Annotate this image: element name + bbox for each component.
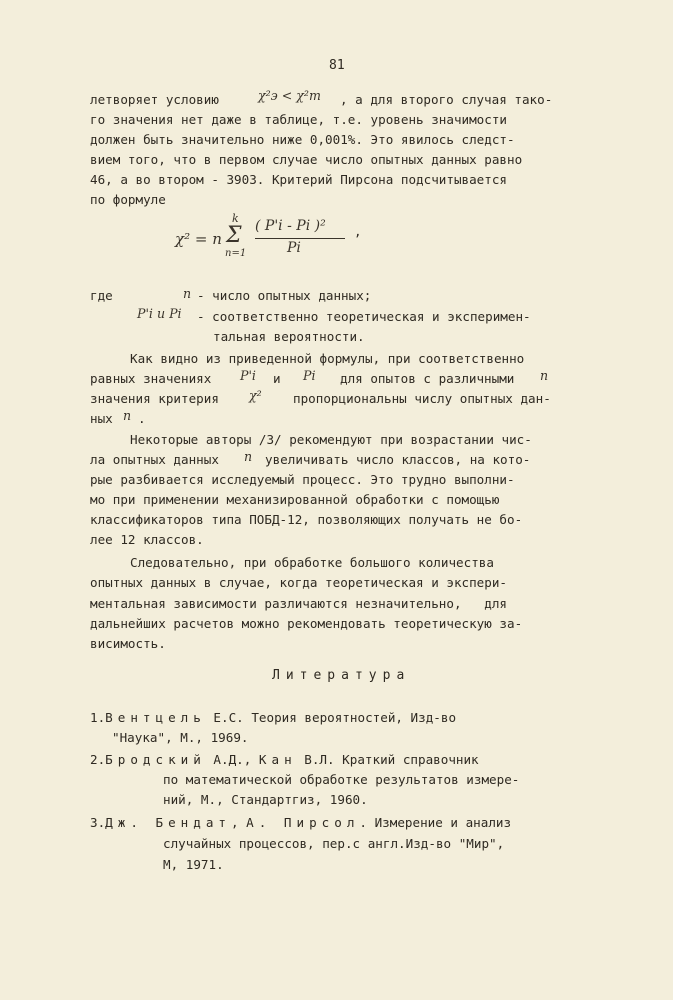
- page-number: 81: [329, 58, 345, 73]
- text-line: ных: [90, 411, 113, 426]
- reference-continuation: М, 1971.: [163, 857, 224, 872]
- text-line: ла опытных данных: [90, 452, 219, 467]
- chi-condition: χ²э < χ²т: [258, 88, 321, 103]
- fraction-numerator: ( P'i - Pi )²: [255, 218, 326, 234]
- sum-upper-limit: k: [232, 212, 239, 225]
- reference-text: . Измерение и анализ: [359, 815, 512, 830]
- text-line: увеличивать число классов, на кото-: [265, 452, 531, 467]
- reference-text: Е.С. Теория вероятностей, Изд-во: [205, 710, 457, 725]
- reference-text: А.Д.,: [205, 752, 259, 767]
- reference-author: А. Пирсол: [246, 815, 360, 830]
- formula-comma: ,: [354, 224, 362, 239]
- pearson-formula: [175, 212, 365, 268]
- symbol-n: n: [540, 368, 549, 383]
- text-line: где: [90, 288, 113, 303]
- reference-continuation: ний, М., Стандартгиз, 1960.: [163, 792, 368, 807]
- text-line: вием того, что в первом случае число опытных данных равно: [90, 152, 523, 167]
- fraction-bar: [255, 238, 345, 239]
- text-line: лее 12 классов.: [90, 532, 204, 547]
- text-line: рые разбивается исследуемый процесс. Это трудно выполни-: [90, 472, 515, 487]
- text-line: мо при применении механизированной обработки с помощью: [90, 492, 500, 507]
- reference-author: Кан: [258, 752, 297, 767]
- reference-text: В.Л. Краткий справочник: [296, 752, 479, 767]
- text-line: 46, а во втором - 3903. Критерий Пирсона подсчитывается: [90, 172, 508, 187]
- text-line: ментальная зависимости различаются незначительно, для: [90, 596, 508, 611]
- text-line: , а для второго случая тако-: [340, 92, 553, 107]
- reference-text: ,: [231, 815, 247, 830]
- text-line: пропорциональны числу опытных дан-: [293, 391, 551, 406]
- formula-lhs: χ² = n: [175, 230, 222, 248]
- symbol-chi: χ²: [249, 388, 262, 403]
- text-line: летворяет условию: [90, 92, 219, 107]
- reference-number: 3.: [90, 815, 106, 830]
- text-line: висимость.: [90, 636, 166, 651]
- reference-author: Вентцель: [105, 710, 206, 725]
- reference-item: [90, 815, 511, 831]
- text-line: - число опытных данных;: [197, 288, 372, 303]
- text-line: для опытов с различными: [340, 371, 515, 386]
- symbol-n: n: [183, 286, 192, 301]
- symbol-p: P'i и Pi: [137, 306, 182, 321]
- reference-continuation: случайных процессов, пер.с англ.Изд-во "Мир",: [163, 836, 505, 851]
- text-line: - соответственно теоретическая и эксперимен-: [197, 309, 531, 324]
- reference-continuation: по математической обработке результатов измере-: [163, 772, 520, 787]
- text-line: по формуле: [90, 192, 166, 207]
- reference-number: 1.: [90, 710, 106, 725]
- text-line: опытных данных в случае, когда теоретическая и экспери-: [90, 575, 508, 590]
- reference-author: Дж. Бендат: [105, 815, 231, 830]
- symbol-n: n: [123, 408, 132, 423]
- reference-number: 2.: [90, 752, 106, 767]
- reference-author: Бродский: [105, 752, 206, 767]
- symbol-pi: Pi: [303, 368, 316, 383]
- text-line: дальнейших расчетов можно рекомендовать теоретическую за-: [90, 616, 523, 631]
- symbol-n: n: [244, 449, 253, 464]
- text-line: и: [273, 371, 281, 386]
- text-line: классификаторов типа ПОБД-12, позволяющих получать не бо-: [90, 512, 523, 527]
- text-line: тальная вероятности.: [213, 329, 365, 344]
- symbol-pi-prime: P'i: [240, 368, 256, 383]
- text-line: должен быть значительно ниже 0,001%. Это явилось следст-: [90, 132, 515, 147]
- text-line: Некоторые авторы /3/ рекомендуют при возрастании чис-: [130, 432, 532, 447]
- text-line: Как видно из приведенной формулы, при соответственно: [130, 351, 525, 366]
- sum-lower-limit: n=1: [225, 248, 247, 259]
- reference-item: [90, 752, 479, 768]
- text-line: равных значениях: [90, 371, 212, 386]
- reference-item: [90, 710, 456, 726]
- sum-symbol: Σ: [226, 223, 242, 248]
- text-line: значения критерия: [90, 391, 219, 406]
- text-line: го значения нет даже в таблице, т.е. уровень значимости: [90, 112, 508, 127]
- text-line: .: [138, 411, 146, 426]
- text-line: Следовательно, при обработке большого количества: [130, 555, 494, 570]
- references-heading: Литература: [272, 668, 411, 683]
- fraction-denominator: Pi: [287, 240, 301, 256]
- reference-continuation: "Наука", М., 1969.: [112, 730, 249, 745]
